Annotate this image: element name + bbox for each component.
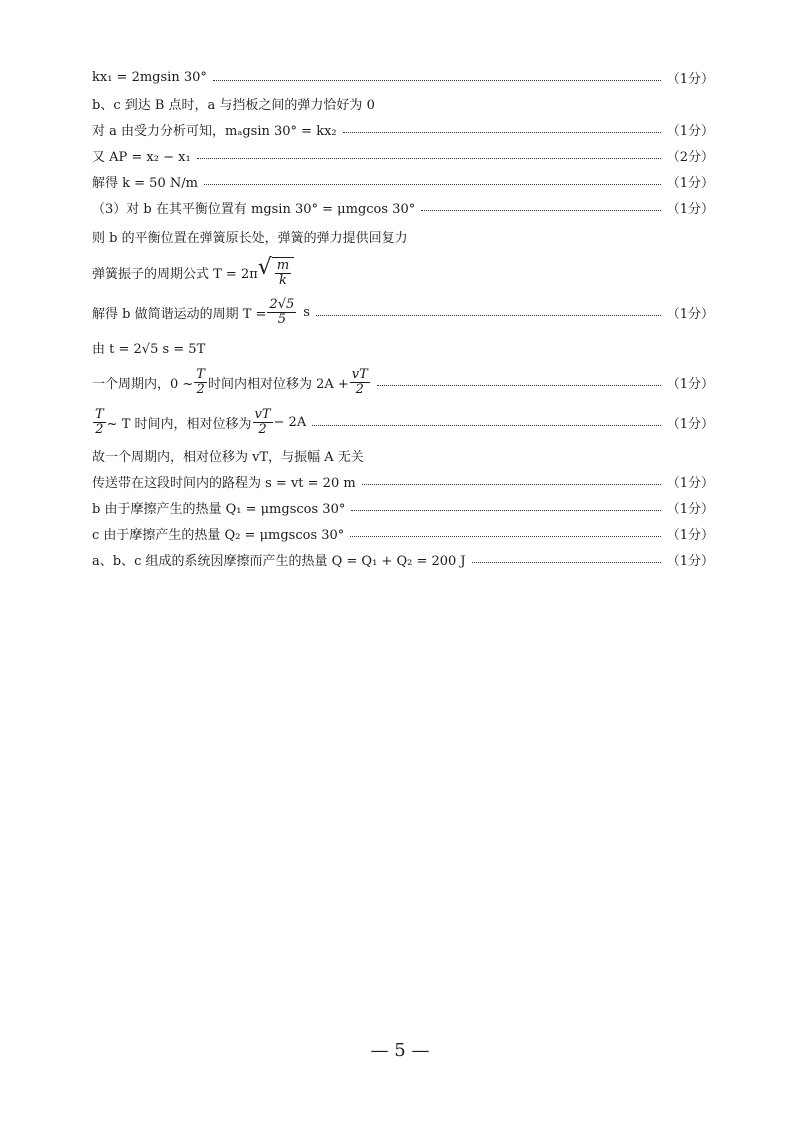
half1-prefix: 一个周期内，0 ~: [92, 376, 194, 392]
line-text: 故一个周期内，相对位移为 vT，与振幅 A 无关: [92, 449, 364, 465]
solution-line: [92, 142, 714, 168]
line-text: c 由于摩擦产生的热量 Q₂ = μmgscos 30°: [92, 527, 345, 543]
dot-leader: [213, 80, 661, 81]
score-label: （1分）: [666, 553, 714, 569]
score-label: （1分）: [666, 416, 714, 432]
score-label: （2分）: [666, 149, 714, 165]
fraction-numerator: vT: [254, 406, 271, 422]
fraction-m-over-k: [275, 259, 291, 287]
line-text: （3）对 b 在其平衡位置有 mgsin 30° = μmgcos 30°: [92, 201, 416, 217]
fraction-vt-over-2: [350, 368, 370, 396]
sqrt-expression: [257, 254, 294, 288]
fraction-numerator: m: [276, 257, 290, 273]
period-formula-text: 弹簧振子的周期公式 T = 2π: [92, 266, 258, 282]
time-line: [92, 332, 714, 362]
dot-leader: [197, 158, 661, 159]
solve-period-line: [92, 292, 714, 332]
unit-seconds: s: [303, 304, 310, 320]
fraction-denominator: 2: [95, 421, 104, 437]
score-label: （1分）: [666, 306, 714, 322]
solution-line: [92, 494, 714, 520]
line-text: 则 b 的平衡位置在弹簧原长处，弹簧的弹力提供回复力: [92, 230, 408, 246]
dot-leader: [204, 184, 661, 185]
solution-line: [92, 168, 714, 194]
half-period-line-2: [92, 402, 714, 442]
line-text: 对 a 由受力分析可知，mₐgsin 30° = kx₂: [92, 123, 337, 139]
dot-leader: [343, 132, 661, 133]
dot-leader: [362, 484, 661, 485]
line-text: 传送带在这段时间内的路程为 s = vt = 20 m: [92, 475, 356, 491]
fraction-denominator: k: [279, 272, 287, 288]
score-label: （1分）: [666, 527, 714, 543]
fraction-numerator: T: [196, 366, 205, 382]
line-text: kx₁ = 2mgsin 30°: [92, 69, 207, 85]
solution-lines-bottom: [92, 442, 714, 572]
dot-leader: [312, 425, 661, 426]
score-label: （1分）: [666, 123, 714, 139]
fraction-vt-over-2: [253, 408, 273, 436]
fraction-numerator: vT: [351, 366, 368, 382]
solve-period-text: 解得 b 做简谐运动的周期 T =: [92, 306, 267, 322]
time-text: 由 t = 2√5 s = 5T: [92, 341, 206, 357]
line-text: b、c 到达 B 点时，a 与挡板之间的弹力恰好为 0: [92, 97, 375, 113]
solution-line: [92, 220, 714, 252]
score-label: （1分）: [666, 201, 714, 217]
solution-line: [92, 64, 714, 90]
half1-middle: 时间内相对位移为 2A +: [207, 376, 349, 392]
score-label: （1分）: [666, 475, 714, 491]
dot-leader: [351, 510, 660, 511]
dot-leader: [421, 210, 660, 211]
solution-line: [92, 442, 714, 468]
fraction-period: [267, 298, 296, 326]
fraction-t-over-2: [93, 408, 106, 436]
fraction-numerator: T: [95, 406, 104, 422]
period-formula-line: [92, 252, 714, 292]
score-label: （1分）: [666, 501, 714, 517]
score-label: （1分）: [666, 71, 714, 87]
solution-lines-top: [92, 64, 714, 252]
score-label: （1分）: [666, 376, 714, 392]
fraction-denominator: 2: [355, 381, 364, 397]
solution-line: [92, 116, 714, 142]
dot-leader: [350, 536, 660, 537]
fraction-t-over-2: [194, 368, 207, 396]
page-number: — 5 —: [370, 1040, 430, 1061]
line-text: a、b、c 组成的系统因摩擦而产生的热量 Q = Q₁ + Q₂ = 200 J: [92, 553, 466, 569]
line-text: 解得 k = 50 N/m: [92, 175, 198, 191]
dot-leader: [472, 562, 661, 563]
solution-line: [92, 546, 714, 572]
half2-middle: ~ T 时间内，相对位移为: [106, 416, 252, 432]
line-text: b 由于摩擦产生的热量 Q₁ = μmgscos 30°: [92, 501, 346, 517]
dot-leader: [316, 315, 661, 316]
fraction-numerator: 2√5: [269, 296, 295, 312]
fraction-denominator: 2: [258, 421, 267, 437]
solution-line: [92, 194, 714, 220]
half-period-line-1: [92, 362, 714, 402]
line-text: 又 AP = x₂ − x₁: [92, 149, 191, 165]
solution-line: [92, 90, 714, 116]
radical-sign: √: [257, 254, 272, 280]
fraction-denominator: 5: [277, 311, 286, 327]
half2-tail: − 2A: [273, 414, 307, 430]
solution-line: [92, 520, 714, 546]
solution-body: [92, 64, 714, 572]
solution-line: [92, 468, 714, 494]
score-label: （1分）: [666, 175, 714, 191]
dot-leader: [377, 385, 661, 386]
fraction-denominator: 2: [196, 381, 205, 397]
